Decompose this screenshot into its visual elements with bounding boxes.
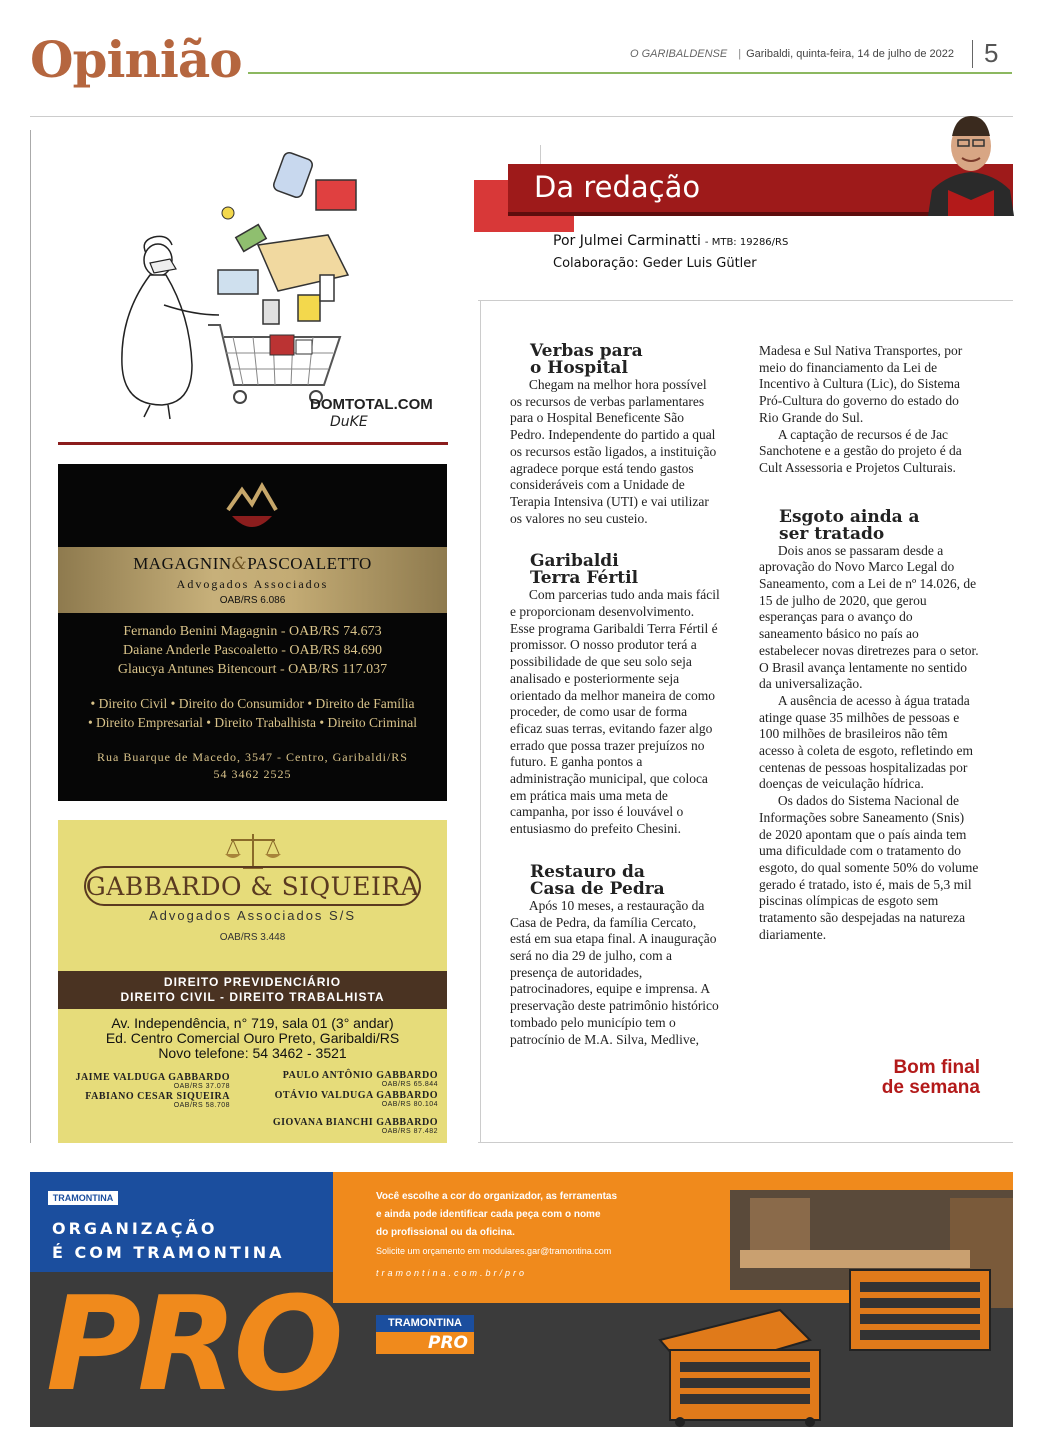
- ad2-oab: OAB/RS 3.448: [219, 932, 286, 943]
- closing-message: [840, 1058, 980, 1098]
- headline-line: Esgoto ainda a: [779, 506, 920, 527]
- tramontina-logo: TRAMONTINA: [48, 1191, 118, 1205]
- article-paragraph: Com parcerias tudo anda mais fácil e proporcionam desenvolvimento. Esse programa Garibaldi Terra Fértil é promissor. O nosso produtor terá a possibilidade de que seu solo seja analisado e posteriormente seja orientado da melhor maneira de como proceder, de como usar de forma eficaz suas terras, evitando fazer algo errado que possa trazer prejuízos no futuro. E ganha pontos a administração municipal, que coloca em prática mais uma meta de campanha, por isso é louvável o entusiasmo do prefeito Chesini.: [510, 587, 720, 837]
- headline-line: o Hospital: [530, 358, 628, 378]
- ad3-url[interactable]: tramontina.com.br/pro: [376, 1268, 528, 1278]
- article-headline: [510, 343, 720, 377]
- ad2-lawyer-name: OTÁVIO VALDUGA GABBARDO: [274, 1090, 438, 1101]
- ad1-contact: [58, 749, 447, 783]
- ad3-copy-line: e ainda pode identificar cada peça com o nome: [376, 1209, 601, 1220]
- ad1-phone: 54 3462 2525: [213, 767, 292, 781]
- ad-magagnin-pascoaletto[interactable]: [58, 464, 447, 801]
- ad3-headline-line: ORGANIZAÇÃO: [52, 1219, 218, 1238]
- column-title: Da redação: [534, 170, 701, 204]
- ad1-lawyer: Daiane Anderle Pascoaletto - OAB/RS 84.690: [123, 643, 382, 658]
- headline-line: Restauro da: [530, 861, 645, 882]
- mountain-logo-icon: [222, 480, 282, 540]
- ad3-copy-line: Você escolhe a cor do organizador, as ferramentas: [376, 1191, 618, 1202]
- cartoon-author-tag: DuKE: [330, 414, 368, 430]
- ad2-lawyer-oab: OAB/RS 87.482: [381, 1128, 438, 1135]
- top-rule: [30, 116, 1013, 117]
- ad2-practice-band: [58, 971, 447, 1009]
- date-line: Garibaldi, quinta-feira, 14 de julho de 2022: [746, 48, 954, 60]
- cartoon-signature: DOMTOTAL.COM: [310, 396, 433, 413]
- article-headline: [510, 861, 720, 899]
- ad3-pro-wordmark: PRO: [46, 1268, 340, 1420]
- ad2-lawyer-name: PAULO ANTÔNIO GABBARDO: [282, 1070, 438, 1081]
- ad2-lawyer: [258, 1070, 438, 1088]
- headline-line: Garibaldi: [530, 551, 619, 572]
- headline-line: ser tratado: [779, 523, 885, 544]
- ad1-area-line: • Direito Empresarial • Direito Trabalhista • Direito Criminal: [87, 715, 418, 730]
- headline-line: Casa de Pedra: [530, 878, 665, 899]
- cartoon-bottom-rule: [58, 442, 448, 445]
- ad2-firm-name: GABBARDO & SIQUEIRA: [85, 872, 420, 901]
- ad3-copy-line: do profissional ou da oficina.: [376, 1227, 515, 1238]
- publication-name: O GARIBALDENSE: [630, 48, 728, 60]
- collaboration-credit: Colaboração: Geder Luis Gütler: [553, 256, 757, 271]
- ad3-headline: [52, 1217, 285, 1265]
- ad3-copy: [376, 1188, 676, 1242]
- cartoon-illustration: [58, 135, 448, 435]
- closing-line: de semana: [881, 1077, 980, 1098]
- ad1-lawyer-list: [58, 622, 447, 679]
- ad1-firm-name: [58, 554, 447, 574]
- ad2-lawyer: [64, 1091, 230, 1109]
- ad-tramontina-pro[interactable]: [30, 1172, 1013, 1427]
- page-number-divider: [972, 40, 973, 68]
- article-paragraph: Os dados do Sistema Nacional de Informações sobre Saneamento (Snis) de 2020 apontam que o país ainda tem uma dificuldade com o tratamento do esgoto, do qual somente 50% do volume gerado é tratado, isto é, mais de 5,3 mil piscinas olímpicas de esgoto sem tratamento são despejadas na natureza diariamente.: [759, 793, 979, 942]
- tool-cabinet-photo: [650, 1190, 1013, 1427]
- ad2-lawyer-oab: OAB/RS 37.078: [173, 1083, 230, 1090]
- ad2-lawyer-oab: OAB/RS 80.104: [381, 1101, 438, 1108]
- ad2-address-line: Ed. Centro Comercial Ouro Preto, Garibaldi/RS: [105, 1030, 400, 1046]
- ad2-lawyer-name: FABIANO CESAR SIQUEIRA: [85, 1091, 230, 1102]
- article-paragraph: A captação de recursos é de Jac Sanchotene e a gestão do projeto é da Cult Assessoria e Projetos Culturais.: [759, 426, 962, 475]
- ad2-lawyer-name: GIOVANA BIANCHI GABBARDO: [272, 1117, 438, 1128]
- ad1-firm-part2: PASCOALETTO: [247, 554, 372, 573]
- article-paragraph: Após 10 meses, a restauração da Casa de Pedra, da família Cercato, está em sua etapa final. A inauguração será no dia 29 de julho, com a presença de autoridades, patrocinadores, equipe e imprensa. A preservação deste patrimônio histórico tombado pelo município tem o patrocínio de M.A. Silva, Medlive,: [510, 897, 719, 1047]
- articles-left-rule: [480, 300, 481, 1142]
- ad1-practice-areas: [58, 694, 447, 732]
- ad-gabbardo-siqueira[interactable]: [58, 820, 447, 1143]
- ad1-oab: OAB/RS 6.086: [219, 595, 286, 606]
- ad1-lawyer: Fernando Benini Magagnin - OAB/RS 74.673: [123, 624, 382, 639]
- ad2-address-line: Av. Independência, n° 719, sala 01 (3° andar): [111, 1015, 394, 1031]
- badge-top: TRAMONTINA: [376, 1315, 474, 1332]
- header-meta: [630, 48, 954, 60]
- article-paragraph: Madesa e Sul Nativa Transportes, por meio do financiamento da Lei de Incentivo à Cultura (Lic), do Sistema Pró-Cultura do governo do estado do Rio Grande do Sul.: [759, 343, 963, 425]
- article-paragraph: Dois anos se passaram desde a aprovação do Novo Marco Legal do Saneamento, com a Lei de nº 14.026, de 15 de julho de 2020, que gerou esperanças para o avanço do saneamento básico no país ao estabelecer novas diretrezes para o setor. O Brasil avança lentamente no sentido da universalização.: [759, 542, 979, 692]
- ad1-firm-amp: &: [231, 554, 248, 574]
- article-headline: [759, 506, 979, 544]
- headline-line: Verbas para: [530, 341, 643, 361]
- tramontina-pro-badge: [376, 1315, 474, 1355]
- ad2-lawyer-oab: OAB/RS 65.844: [381, 1081, 438, 1088]
- headline-line: Terra Fértil: [530, 568, 639, 589]
- article-paragraph: Chegam na melhor hora possível os recursos de verbas parlamentares para o Hospital Beneficente São Pedro. Independente do partido a qual os recursos estão ligados, a instituição agradece porque está tendo gastos consideráveis com a Unidade de Terapia Intensiva (UTI) e vai utilizar os valores no seu custeio.: [510, 377, 717, 526]
- left-column-border: [30, 130, 31, 1143]
- ad2-area-line: DIREITO CIVIL - DIREITO TRABALHISTA: [120, 990, 385, 1004]
- ad2-lawyer-name: JAIME VALDUGA GABBARDO: [75, 1072, 230, 1083]
- ad3-headline-line: É COM TRAMONTINA: [52, 1243, 285, 1262]
- ad2-address: [58, 1016, 447, 1061]
- header-separator: |: [738, 48, 742, 60]
- ad2-area-line: DIREITO PREVIDENCIÁRIO: [163, 975, 342, 989]
- page-number: 5: [984, 38, 999, 68]
- ad1-lawyer: Glaucya Antunes Bitencourt - OAB/RS 117.037: [117, 662, 388, 677]
- ad2-lawyer: [258, 1090, 438, 1108]
- author-photo: [928, 110, 1014, 216]
- author-name: Por Julmei Carminatti: [553, 233, 701, 249]
- ad1-address: Rua Buarque de Macedo, 3547 - Centro, Garibaldi/RS: [97, 750, 408, 764]
- closing-line: Bom final: [893, 1057, 980, 1078]
- ad2-address-line: Novo telefone: 54 3462 - 3521: [158, 1045, 347, 1061]
- ad2-subtitle: Advogados Associados S/S: [149, 908, 356, 923]
- badge-bottom: PRO: [376, 1332, 474, 1354]
- articles-top-rule: [478, 300, 1013, 301]
- ad1-firm-part1: MAGAGNIN: [133, 554, 232, 573]
- byline: [553, 233, 788, 249]
- article-headline: [510, 553, 720, 587]
- section-title: Opinião: [30, 30, 242, 89]
- header-rule: [248, 72, 1012, 74]
- ad2-lawyer: [238, 1117, 438, 1135]
- articles-bottom-rule: [478, 1142, 1013, 1143]
- ad2-lawyer: [64, 1072, 230, 1090]
- ad1-subtitle: Advogados Associados: [176, 577, 329, 591]
- ad2-lawyer-oab: OAB/RS 58.708: [173, 1102, 230, 1109]
- article-paragraph: A ausência de acesso à água tratada atinge quase 35 milhões de pessoas e 100 milhões de brasileiros não têm acesso à coleta de esgoto, refletindo em centenas de pessoas hospitalizadas por doenças de veiculação hídrica.: [759, 692, 974, 792]
- author-mtb: - MTB: 19286/RS: [704, 237, 789, 248]
- article-column-1: [510, 343, 720, 1048]
- ad1-area-line: • Direito Civil • Direito do Consumidor • Direito de Família: [90, 696, 415, 711]
- ad3-email[interactable]: Solicite um orçamento em modulares.gar@tramontina.com: [376, 1246, 612, 1256]
- article-column-2: [759, 343, 979, 944]
